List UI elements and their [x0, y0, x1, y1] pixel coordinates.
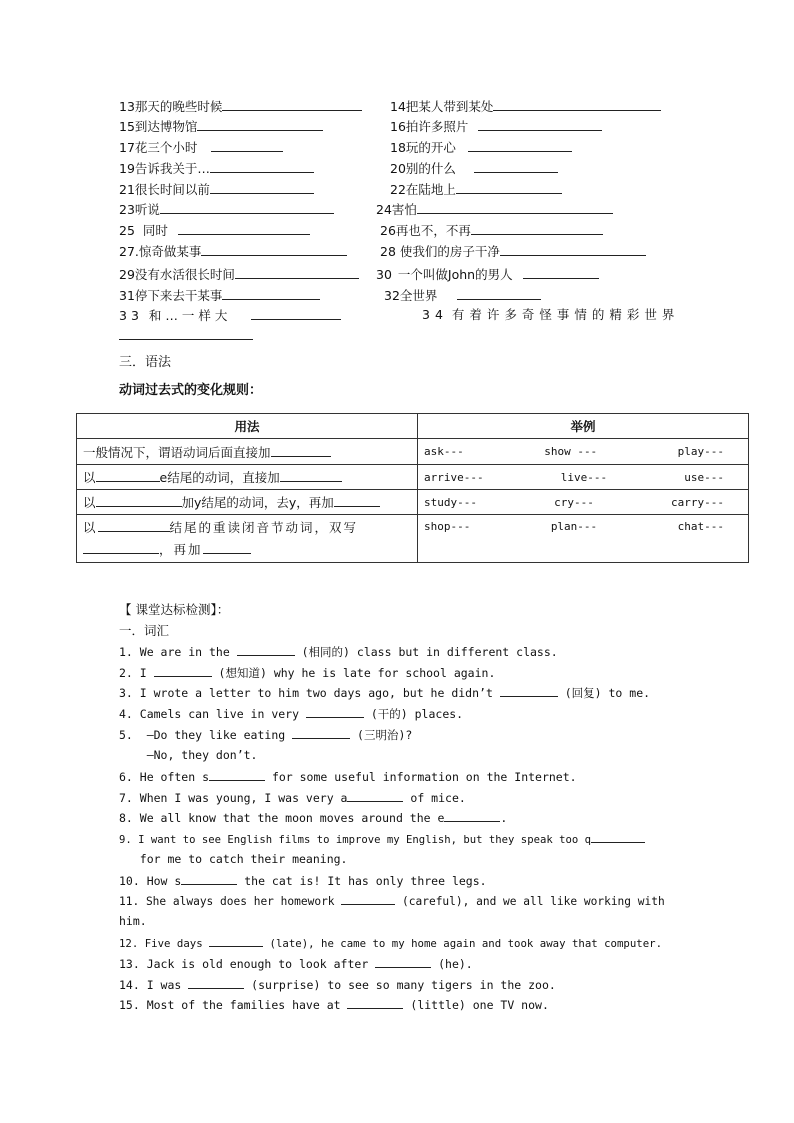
answer-blank[interactable]	[96, 469, 160, 482]
phrase-33: 33 和…一样大	[119, 307, 341, 324]
answer-blank[interactable]	[444, 809, 500, 822]
phrase-28: 28 使我们的房子干净	[380, 243, 646, 260]
example-cell: ask--- show --- play---	[418, 439, 749, 465]
answer-blank[interactable]	[471, 222, 603, 235]
question-5-reply: —No, they don’t.	[119, 748, 258, 762]
question-8: 8. We all know that the moon moves around the e .	[119, 811, 508, 825]
answer-blank[interactable]	[474, 160, 558, 173]
question-15: 15. Most of the families have at (little) one TV now.	[119, 998, 549, 1012]
phrase-20: 20别的什么	[390, 160, 558, 177]
phrase-34: 34 有着许多奇怪事情的精彩世界	[422, 307, 680, 322]
answer-blank[interactable]	[119, 327, 253, 340]
phrase-14: 14把某人带到某处	[390, 98, 661, 115]
answer-blank[interactable]	[306, 705, 364, 718]
rule-cell: 以 e结尾的动词，直接加	[77, 465, 418, 490]
answer-blank[interactable]	[181, 872, 237, 885]
question-6: 6. He often s for some useful information on the Internet.	[119, 770, 577, 784]
table-row	[77, 515, 749, 563]
answer-blank[interactable]	[523, 266, 599, 279]
question-13: 13. Jack is old enough to look after (he).	[119, 957, 473, 971]
phrase-24: 24害怕	[376, 201, 613, 218]
answer-blank[interactable]	[456, 181, 562, 194]
answer-blank[interactable]	[178, 222, 310, 235]
phrase-25: 25 同时	[119, 222, 310, 239]
answer-blank[interactable]	[201, 243, 347, 256]
rule-cell: 以 加y结尾的动词，去y，再加	[77, 490, 418, 515]
question-14: 14. I was (surprise) to see so many tigers in the zoo.	[119, 978, 556, 992]
answer-blank[interactable]	[591, 830, 645, 843]
answer-blank[interactable]	[210, 181, 314, 194]
answer-blank[interactable]	[271, 444, 331, 457]
phrase-34-blank-line	[119, 327, 253, 344]
table-row	[77, 490, 749, 515]
phrase-32: 32全世界	[384, 287, 541, 304]
answer-blank[interactable]	[493, 98, 661, 111]
phrase-27: 27.惊奇做某事	[119, 243, 347, 260]
phrase-22: 22在陆地上	[390, 181, 562, 198]
section-title-grammar: 三．语法	[119, 355, 172, 370]
question-5: 5. —Do they like eating (三明治)?	[119, 728, 413, 742]
answer-blank[interactable]	[188, 976, 244, 989]
table-header-row	[77, 414, 749, 439]
answer-blank[interactable]	[251, 307, 341, 320]
answer-blank[interactable]	[280, 469, 342, 482]
answer-blank[interactable]	[478, 118, 602, 131]
question-9: 9. I want to see English films to improve my English, but they speak too q	[119, 830, 645, 848]
grammar-title: 动词过去式的变化规则：	[119, 383, 263, 398]
answer-blank[interactable]	[222, 287, 320, 300]
phrase-13: 13那天的晚些时候	[119, 98, 362, 115]
table-row	[77, 439, 749, 465]
question-10: 10. How s the cat is! It has only three legs.	[119, 874, 487, 888]
check-title: 【 课堂达标检测】：	[119, 602, 230, 617]
phrase-16: 16拍许多照片	[390, 118, 602, 135]
example-cell: arrive--- live--- use---	[418, 465, 749, 490]
answer-blank[interactable]	[468, 139, 572, 152]
question-11-continued: him.	[119, 914, 147, 928]
answer-blank[interactable]	[341, 892, 395, 905]
phrase-19: 19告诉我关于…	[119, 160, 314, 177]
answer-blank[interactable]	[500, 243, 646, 256]
phrase-29: 29没有水活很长时间	[119, 266, 359, 283]
phrase-18: 18玩的开心	[390, 139, 572, 156]
answer-blank[interactable]	[154, 664, 212, 677]
answer-blank[interactable]	[375, 955, 431, 968]
question-2: 2. I (想知道) why he is late for school again.	[119, 666, 496, 680]
answer-blank[interactable]	[83, 541, 159, 554]
phrase-30: 30 一个叫做John的男人	[376, 266, 599, 283]
answer-blank[interactable]	[347, 996, 403, 1009]
answer-blank[interactable]	[211, 139, 283, 152]
answer-blank[interactable]	[222, 98, 362, 111]
question-7: 7. When I was young, I was very a of mice.	[119, 791, 466, 805]
question-1: 1. We are in the (相同的) class but in different class.	[119, 645, 558, 659]
question-3: 3. I wrote a letter to him two days ago, but he didn’t (回复) to me.	[119, 686, 651, 700]
header-usage: 用法	[77, 414, 418, 439]
rule-cell: 一般情况下，谓语动词后面直接加	[77, 439, 418, 465]
phrase-31: 31停下来去干某事	[119, 287, 320, 304]
past-tense-rules-table	[76, 413, 749, 563]
question-9-continued: for me to catch their meaning.	[119, 852, 348, 866]
table-row	[77, 465, 749, 490]
answer-blank[interactable]	[160, 201, 334, 214]
answer-blank[interactable]	[209, 934, 263, 947]
phrase-21: 21很长时间以前	[119, 181, 314, 198]
example-cell: shop--- plan--- chat---	[418, 515, 749, 563]
phrase-26: 26再也不，不再	[380, 222, 603, 239]
answer-blank[interactable]	[237, 643, 295, 656]
phrase-15: 15到达博物馆	[119, 118, 323, 135]
answer-blank[interactable]	[203, 541, 251, 554]
question-11: 11. She always does her homework (careful), and we all like working with	[119, 892, 665, 910]
phrase-23: 23听说	[119, 201, 334, 218]
answer-blank[interactable]	[197, 118, 323, 131]
answer-blank[interactable]	[347, 789, 403, 802]
answer-blank[interactable]	[417, 201, 613, 214]
answer-blank[interactable]	[210, 160, 314, 173]
answer-blank[interactable]	[235, 266, 359, 279]
answer-blank[interactable]	[500, 684, 558, 697]
question-4: 4. Camels can live in very (干的) places.	[119, 707, 464, 721]
vocab-title: 一．词汇	[119, 623, 170, 638]
phrase-17: 17花三个小时	[119, 139, 283, 156]
rule-cell: 以 结尾的重读闭音节动词，双写 ，再加	[77, 515, 418, 563]
answer-blank[interactable]	[457, 287, 541, 300]
answer-blank[interactable]	[334, 494, 380, 507]
question-12: 12. Five days (late), he came to my home again and took away that computer.	[119, 934, 662, 952]
answer-blank[interactable]	[98, 519, 170, 532]
answer-blank[interactable]	[96, 494, 182, 507]
answer-blank[interactable]	[292, 726, 350, 739]
header-example: 举例	[418, 414, 749, 439]
example-cell: study--- cry--- carry---	[418, 490, 749, 515]
answer-blank[interactable]	[209, 768, 265, 781]
